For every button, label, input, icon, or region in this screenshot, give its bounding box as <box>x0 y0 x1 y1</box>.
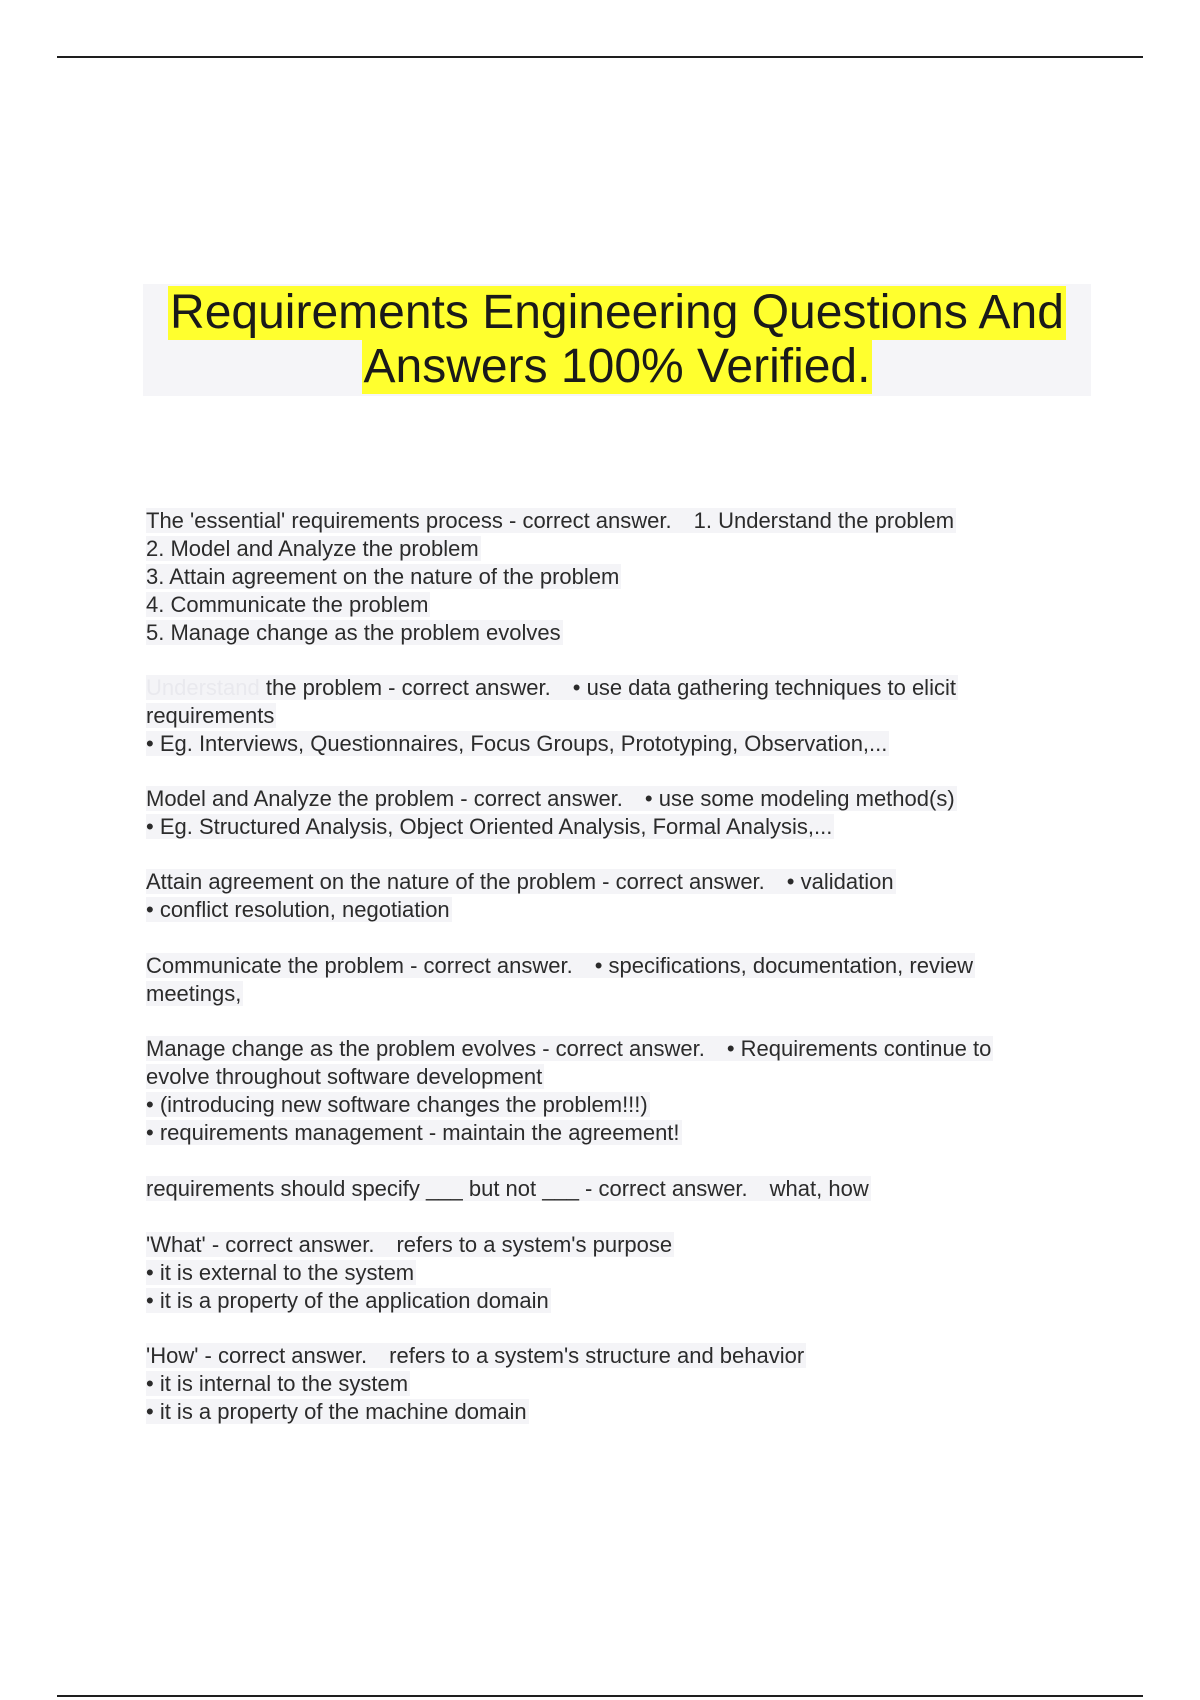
title-line-1: Requirements Engineering Questions And <box>170 286 1064 339</box>
qa-item-understand <box>146 674 1146 758</box>
qa-item-how <box>146 1342 1146 1426</box>
qa-item-essential-process <box>146 507 1146 647</box>
qa-item-model-analyze <box>146 785 1146 841</box>
question-text: requirements should specify ___ but not ___ - correct answer. <box>146 1176 748 1201</box>
question-text: Model and Analyze the problem - correct answer. <box>146 786 623 811</box>
answer-text: • validation <box>786 869 894 894</box>
answer-text: • it is internal to the system <box>146 1371 409 1396</box>
answer-text: • it is a property of the application domain <box>146 1288 549 1313</box>
answer-text: 1. Understand the problem <box>693 508 955 533</box>
answer-text: what, how <box>769 1176 869 1201</box>
question-text: Manage change as the problem evolves - correct answer. <box>146 1036 705 1061</box>
answer-text: • it is external to the system <box>146 1260 415 1285</box>
question-text: Communicate the problem - correct answer. <box>146 953 573 978</box>
faded-question-text: Understand <box>146 675 260 700</box>
document-title <box>143 284 1091 396</box>
answer-text: evolve throughout software development <box>146 1064 543 1089</box>
bottom-rule <box>57 1695 1143 1697</box>
title-line-2: Answers 100% Verified. <box>363 340 871 393</box>
answer-text: • it is a property of the machine domain <box>146 1399 527 1424</box>
top-rule <box>57 56 1143 58</box>
question-text: The 'essential' requirements process - correct answer. <box>146 508 672 533</box>
qa-item-attain-agreement <box>146 868 1146 924</box>
answer-text: 2. Model and Analyze the problem <box>146 536 479 561</box>
answer-text: 4. Communicate the problem <box>146 592 429 617</box>
answer-text: • conflict resolution, negotiation <box>146 897 450 922</box>
answer-text: • Eg. Structured Analysis, Object Oriented Analysis, Formal Analysis,... <box>146 814 833 839</box>
answer-text: • requirements management - maintain the agreement! <box>146 1120 680 1145</box>
answer-text: • (introducing new software changes the problem!!!) <box>146 1092 648 1117</box>
answer-text: • Requirements continue to <box>726 1036 992 1061</box>
answer-text: 5. Manage change as the problem evolves <box>146 620 561 645</box>
qa-item-what <box>146 1231 1146 1315</box>
answer-text: • Eg. Interviews, Questionnaires, Focus Groups, Prototyping, Observation,... <box>146 731 888 756</box>
answer-text: requirements <box>146 703 275 728</box>
qa-item-communicate <box>146 952 1146 1008</box>
qa-item-manage-change <box>146 1035 1146 1147</box>
answer-text: • use some modeling method(s) <box>644 786 955 811</box>
answer-text: meetings, <box>146 981 242 1006</box>
answer-text: refers to a system's purpose <box>396 1232 673 1257</box>
question-text: 'What' - correct answer. <box>146 1232 375 1257</box>
qa-item-what-how <box>146 1175 1146 1203</box>
question-text: 'How' - correct answer. <box>146 1343 368 1368</box>
answer-text: • use data gathering techniques to elicit <box>572 675 956 700</box>
answer-text: 3. Attain agreement on the nature of the problem <box>146 564 620 589</box>
question-text: the problem - correct answer. <box>265 675 551 700</box>
answer-text: • specifications, documentation, review <box>594 953 973 978</box>
answer-text: refers to a system's structure and behavior <box>389 1343 805 1368</box>
question-text: Attain agreement on the nature of the problem - correct answer. <box>146 869 765 894</box>
